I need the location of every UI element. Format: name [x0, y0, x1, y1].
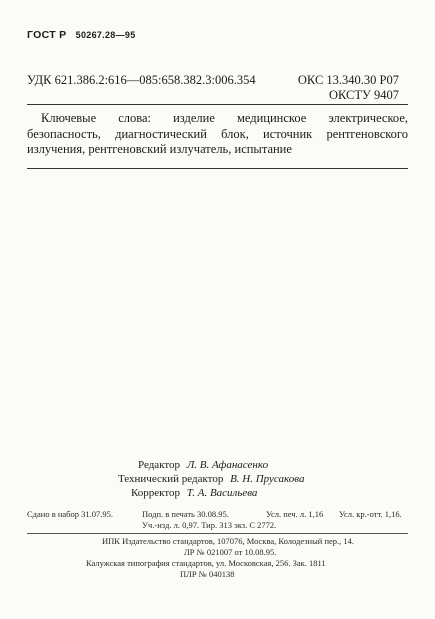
staff-corrector [131, 486, 257, 500]
imprint-divider [27, 533, 408, 534]
imprint-plr: ПЛР № 040138 [180, 569, 235, 579]
imprint-submitted: Сдано в набор 31.07.95. [27, 509, 113, 519]
okstu-code: ОКСТУ 9407 [328, 88, 399, 102]
imprint-license: ЛР № 021007 от 10.08.95. [184, 547, 277, 557]
standard-code: ГОСТ Р [27, 29, 67, 41]
udk-code: УДК 621.386.2:616—085:658.382.3:006.354 [27, 73, 256, 87]
imprint-color-sheets: Усл. кр.-отт. 1,16. [339, 509, 402, 519]
staff-name: В. Н. Прусакова [230, 473, 305, 485]
staff-tech-editor [118, 472, 304, 486]
staff-name: Т. А. Васильева [186, 487, 258, 499]
staff-role: Корректор [131, 487, 181, 499]
document-header [27, 29, 136, 41]
standard-number: 50267.28—95 [75, 30, 136, 40]
divider-top [27, 104, 408, 105]
imprint-signed: Подп. в печать 30.08.95. [142, 509, 229, 519]
staff-role: Технический редактор [118, 473, 224, 485]
imprint-printer: Калужская типография стандартов, ул. Московская, 256. Зак. 1811 [86, 558, 326, 568]
divider-bottom [27, 168, 408, 169]
staff-editor [138, 458, 268, 472]
oks-block [298, 73, 399, 103]
imprint-print-sheets: Усл. печ. л. 1,16 [266, 509, 324, 519]
keywords-paragraph: Ключевые слова: изделие медицинское электрическое, безопасность, диагностический блок, источник рентгеновского излучения, рентгеновский излучатель, испытание [27, 111, 408, 156]
oks-code: ОКС 13.340.30 Р07 [297, 73, 399, 87]
imprint-edition: Уч.-изд. л. 0,97. Тир. 313 экз. С 2772. [142, 520, 277, 530]
imprint-publisher: ИПК Издательство стандартов, 107076, Москва, Колодезный пер., 14. [102, 536, 355, 546]
staff-role: Редактор [138, 459, 181, 471]
staff-name: Л. В. Афанасенко [186, 459, 269, 471]
